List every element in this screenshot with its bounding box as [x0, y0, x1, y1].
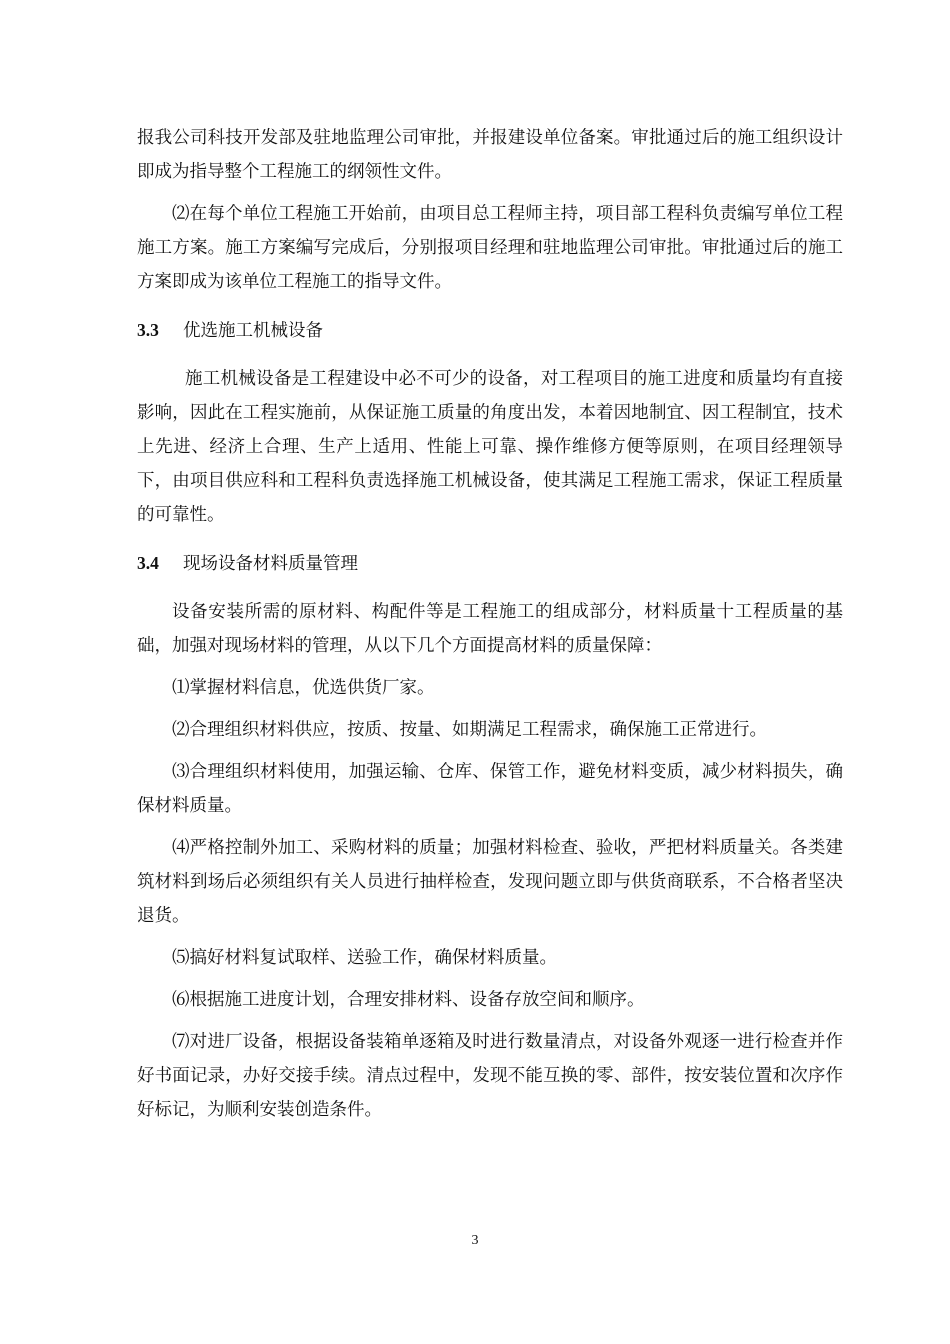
page-content [137, 121, 843, 1127]
paragraph: 设备安装所需的原材料、构配件等是工程施工的组成部分，材料质量十工程质量的基础，加强对现场材料的管理，从以下几个方面提高材料的质量保障： [137, 602, 843, 656]
section-number: 3.4 [137, 553, 159, 573]
list-item: ⑸搞好材料复试取样、送验工作，确保材料质量。 [172, 948, 557, 968]
paragraph: 施工机械设备是工程建设中必不可少的设备，对工程项目的施工进度和质量均有直接影响，因此在工程实施前，从保证施工质量的角度出发，本着因地制宜、因工程制宜，技术上先进、经济上合理、生产上适用、性能上可靠、操作维修方便等原则，在项目经理领导下，由项目供应科和工程科负责选择施工机械设备，使其满足工程施工需求，保证工程质量的可靠性。 [137, 369, 843, 525]
section-title: 现场设备材料质量管理 [183, 554, 358, 574]
paragraph: ⑵在每个单位工程施工开始前，由项目总工程师主持，项目部工程科负责编写单位工程施工方案。施工方案编写完成后，分别报项目经理和驻地监理公司审批。审批通过后的施工方案即成为该单位工程施工的指导文件。 [137, 204, 843, 292]
list-item: ⑵合理组织材料供应，按质、按量、如期满足工程需求，确保施工正常进行。 [172, 720, 767, 740]
section-number: 3.3 [137, 320, 159, 340]
paragraph: 报我公司科技开发部及驻地监理公司审批，并报建设单位备案。审批通过后的施工组织设计即成为指导整个工程施工的纲领性文件。 [137, 128, 843, 182]
page-number: 3 [471, 1233, 479, 1248]
list-item: ⑶合理组织材料使用，加强运输、仓库、保管工作，避免材料变质，减少材料损失，确保材料质量。 [137, 762, 843, 816]
list-item: ⑹根据施工进度计划，合理安排材料、设备存放空间和顺序。 [172, 990, 645, 1010]
list-item: ⑴掌握材料信息，优选供货厂家。 [172, 678, 435, 698]
list-item: ⑷严格控制外加工、采购材料的质量；加强材料检查、验收，严把材料质量关。各类建筑材料到场后必须组织有关人员进行抽样检查，发现问题立即与供货商联系，不合格者坚决退货。 [137, 838, 843, 926]
section-title: 优选施工机械设备 [183, 321, 323, 341]
list-item: ⑺对进厂设备，根据设备装箱单逐箱及时进行数量清点，对设备外观逐一进行检查并作好书面记录，办好交接手续。清点过程中，发现不能互换的零、部件，按安装位置和次序作好标记，为顺利安装创造条件。 [137, 1032, 843, 1120]
section-heading-3-4 [137, 546, 843, 581]
section-heading-3-3 [137, 313, 843, 348]
